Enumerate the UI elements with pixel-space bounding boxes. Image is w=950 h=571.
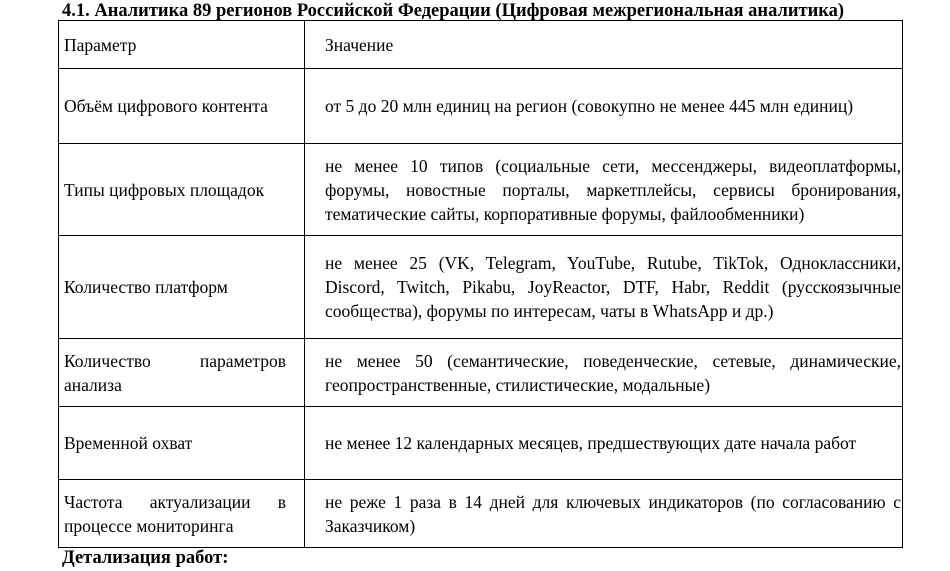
table-row [59, 480, 903, 548]
param-cell: Количество параметров анализа [59, 339, 305, 407]
header-cell-value: Значение [305, 21, 903, 69]
table-row [59, 339, 903, 407]
section-heading: 4.1. Аналитика 89 регионов Российской Федерации (Цифровая межрегиональная аналитика) [62, 1, 845, 21]
param-cell: Частота актуализации в процессе мониторинга [59, 480, 305, 548]
table-header-row [59, 21, 903, 69]
header-cell-param: Параметр [59, 21, 305, 69]
value-cell: не менее 10 типов (социальные сети, мессенджеры, видеоплатформы, форумы, новостные порталы, маркетплейсы, сервисы бронирования, тематические сайты, корпоративные форумы, файлообменники) [305, 144, 903, 236]
table-row [59, 407, 903, 480]
sub-heading: Детализация работ: [62, 548, 229, 568]
value-cell: не менее 25 (VK, Telegram, YouTube, Rutube, TikTok, Одноклассники, Discord, Twitch, Pikabu, JoyReactor, DTF, Habr, Reddit (русскоязычные сообщества), форумы по интересам, чаты в WhatsApp и др.) [305, 236, 903, 339]
parameters-table [58, 20, 903, 548]
table-row [59, 144, 903, 236]
table-row [59, 69, 903, 144]
param-cell: Объём цифрового контента [59, 69, 305, 144]
param-cell: Временной охват [59, 407, 305, 480]
param-cell: Типы цифровых площадок [59, 144, 305, 236]
value-cell: не менее 50 (семантические, поведенческие, сетевые, динамические, геопространственные, стилистические, модальные) [305, 339, 903, 407]
table-row [59, 236, 903, 339]
value-cell: от 5 до 20 млн единиц на регион (совокупно не менее 445 млн единиц) [305, 69, 903, 144]
value-cell: не менее 12 календарных месяцев, предшествующих дате начала работ [305, 407, 903, 480]
value-cell: не реже 1 раза в 14 дней для ключевых индикаторов (по согласованию с Заказчиком) [305, 480, 903, 548]
param-cell: Количество платформ [59, 236, 305, 339]
